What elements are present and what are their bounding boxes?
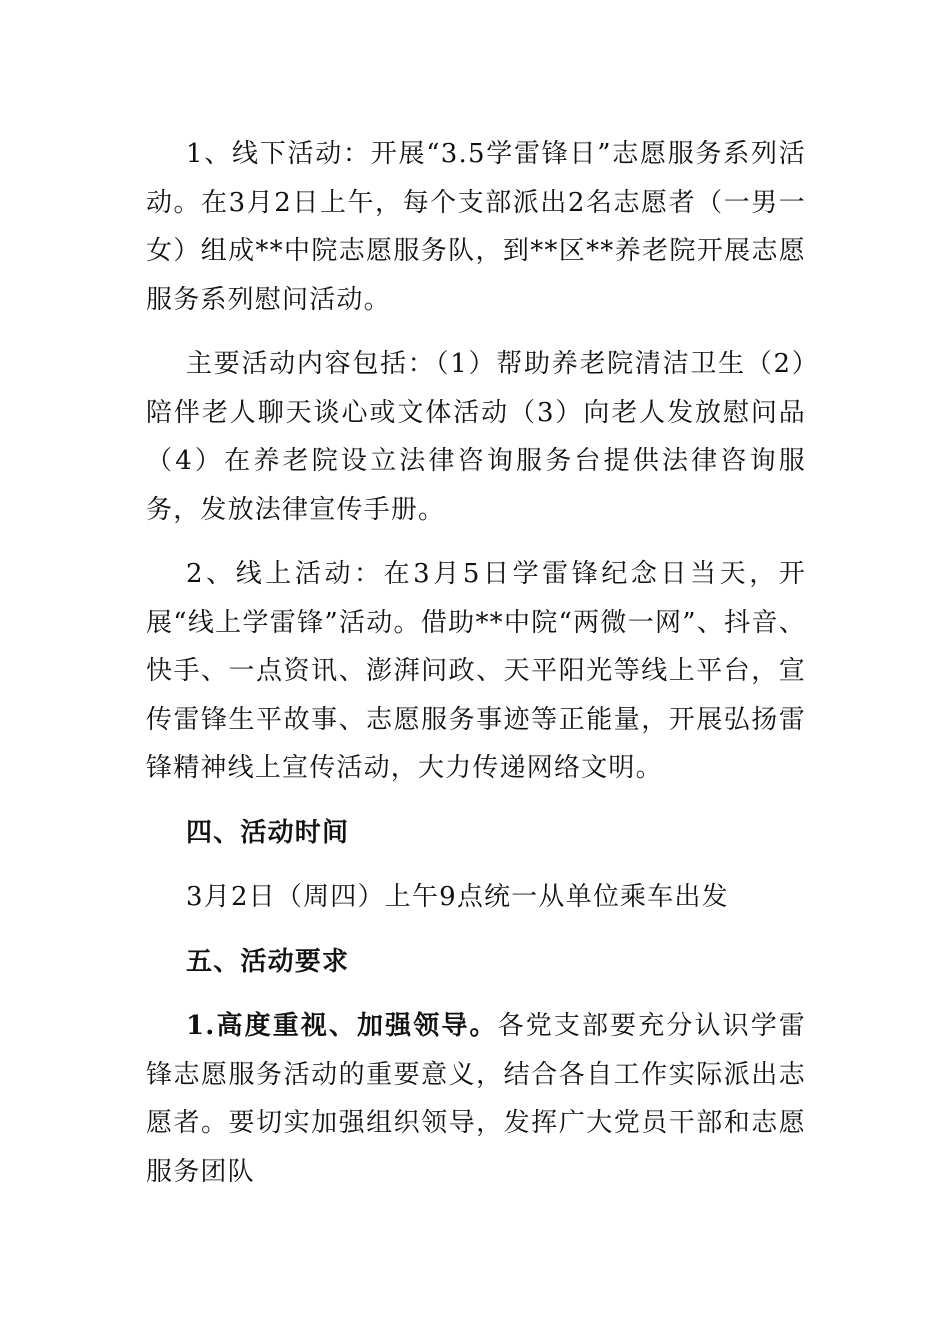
- requirement-1-body: 各党支部要充分认识学雷锋志愿服务活动的重要意义，结合各自工作实际派出志愿者。要切实加强组织领导，发挥广大党员干部和志愿服务团队: [146, 1011, 807, 1187]
- paragraph-online-activity: 2、线上活动：在3月5日学雷锋纪念日当天，开展“线上学雷锋”活动。借助**中院“两微一网”、抖音、快手、一点资讯、澎湃问政、天平阳光等线上平台，宣传雷锋生平故事、志愿服务事迹等正能量，开展弘扬雷锋精神线上宣传活动，大力传递网络文明。: [146, 559, 806, 783]
- paragraph-main-activity-content: 主要活动内容包括：（1）帮助养老院清洁卫生（2）陪伴老人聊天谈心或文体活动（3）向老人发放慰问品（4）在养老院设立法律咨询服务台提供法律咨询服务，发放法律宣传手册。: [146, 349, 806, 525]
- paragraph-requirement-1: [146, 1002, 806, 1196]
- document-body: [146, 130, 806, 1212]
- paragraph-offline-activity: 1、线下活动：开展“3.5学雷锋日”志愿服务系列活动。在3月2日上午，每个支部派出2名志愿者（一男一女）组成**中院志愿服务队，到**区**养老院开展志愿服务系列慰问活动。: [146, 139, 806, 315]
- paragraph-activity-time-detail: 3月2日（周四）上午9点统一从单位乘车出发: [186, 882, 729, 912]
- section-heading-activity-time: 四、活动时间: [186, 817, 350, 848]
- requirement-1-lead: 1.高度重视、加强领导。: [186, 1011, 498, 1041]
- section-heading-activity-requirements: 五、活动要求: [186, 946, 350, 977]
